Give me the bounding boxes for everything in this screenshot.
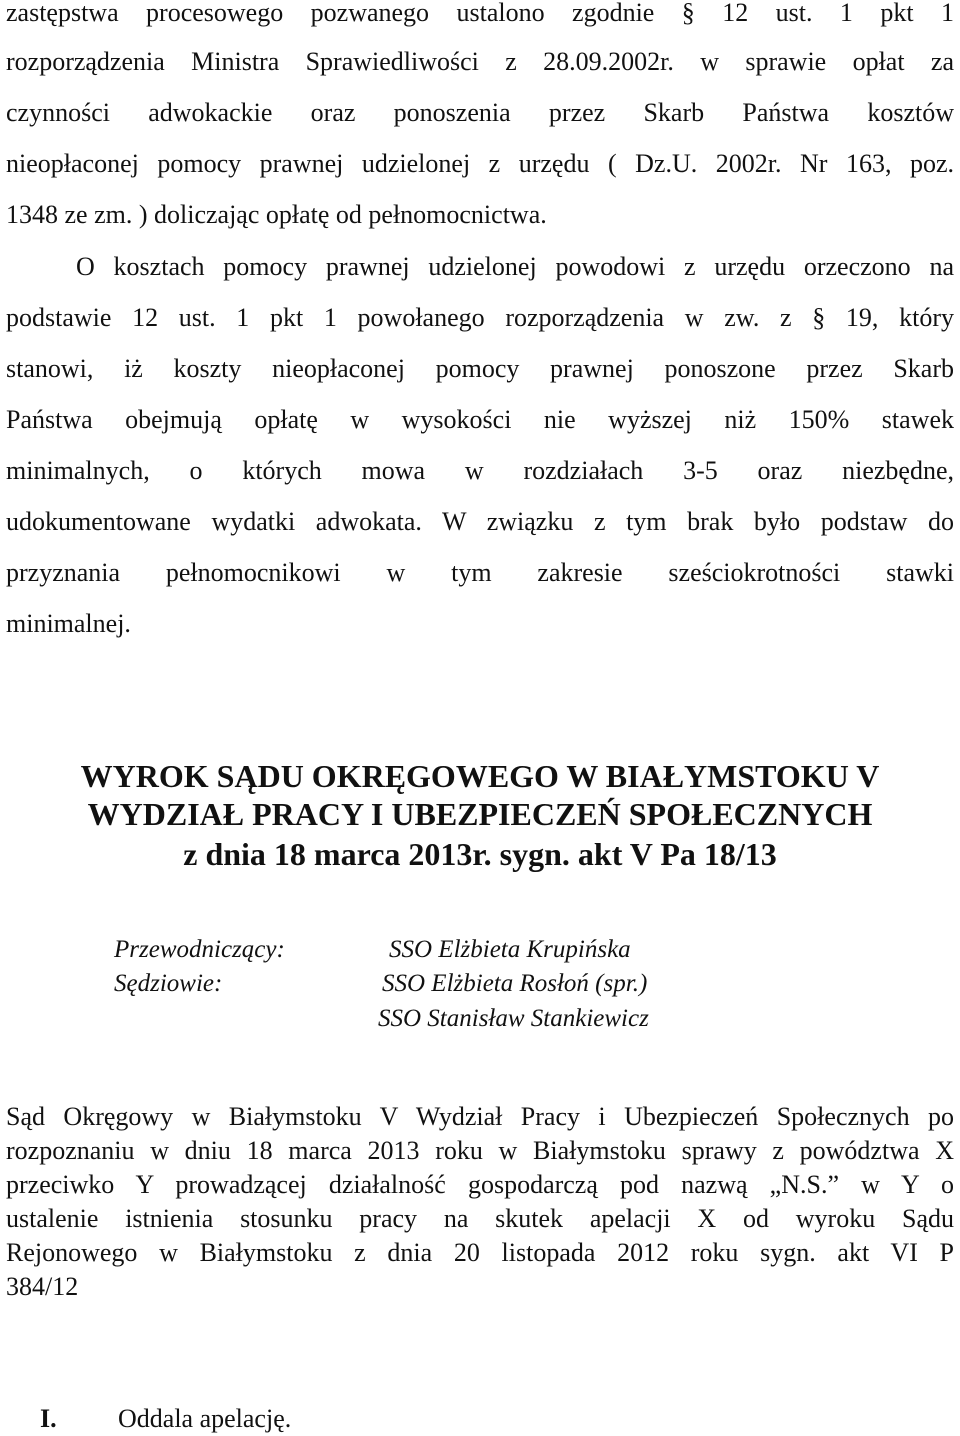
text-line: Rejonowego w Białymstoku z dnia 20 listopada 2012 roku sygn. akt VI P bbox=[6, 1238, 954, 1267]
chair-name: SSO Elżbieta Krupińska bbox=[389, 936, 631, 963]
heading-line: WYROK SĄDU OKRĘGOWEGO W BIAŁYMSTOKU V bbox=[80, 758, 880, 794]
text-line: Państwa obejmują opłatę w wysokości nie wyższej niż 150% stawek bbox=[6, 405, 954, 434]
heading-line: z dnia 18 marca 2013r. sygn. akt V Pa 18/13 bbox=[183, 836, 777, 872]
text-line: 384/12 bbox=[6, 1272, 79, 1301]
text-line: rozporządzenia Ministra Sprawiedliwości z 28.09.2002r. w sprawie opłat za bbox=[6, 47, 954, 76]
text-line: ustalenie istnienia stosunku pracy na skutek apelacji X od wyroku Sądu bbox=[6, 1204, 954, 1233]
text-line: O kosztach pomocy prawnej udzielonej powodowi z urzędu orzeczono na bbox=[76, 252, 954, 281]
judge-name-1: SSO Elżbieta Rosłoń (spr.) bbox=[382, 970, 648, 997]
judges-label: Sędziowie: bbox=[114, 970, 223, 997]
text-line: nieopłaconej pomocy prawnej udzielonej z urzędu ( Dz.U. 2002r. Nr 163, poz. bbox=[6, 149, 954, 178]
text-line: minimalnych, o których mowa w rozdziałach 3-5 oraz niezbędne, bbox=[6, 456, 954, 485]
text-line: czynności adwokackie oraz ponoszenia przez Skarb Państwa kosztów bbox=[6, 98, 954, 127]
chair-label: Przewodniczący: bbox=[114, 936, 285, 963]
text-line: podstawie 12 ust. 1 pkt 1 powołanego rozporządzenia w zw. z § 19, który bbox=[6, 303, 954, 332]
ruling-text: Oddala apelację. bbox=[118, 1404, 292, 1433]
text-line: przyznania pełnomocnikowi w tym zakresie sześciokrotności stawki bbox=[6, 558, 954, 587]
text-line: 1348 ze zm. ) doliczając opłatę od pełnomocnictwa. bbox=[6, 200, 547, 229]
text-line: rozpoznaniu w dniu 18 marca 2013 roku w Białymstoku sprawy z powództwa X bbox=[6, 1136, 954, 1165]
text-line: stanowi, iż koszty nieopłaconej pomocy prawnej ponoszone przez Skarb bbox=[6, 354, 954, 383]
text-line: przeciwko Y prowadzącej działalność gospodarczą pod nazwą „N.S.” w Y o bbox=[6, 1170, 954, 1199]
judge-name-2: SSO Stanisław Stankiewicz bbox=[378, 1005, 649, 1032]
text-line: Sąd Okręgowy w Białymstoku V Wydział Pracy i Ubezpieczeń Społecznych po bbox=[6, 1102, 954, 1131]
heading-line: WYDZIAŁ PRACY I UBEZPIECZEŃ SPOŁECZNYCH bbox=[87, 796, 873, 832]
ruling-number: I. bbox=[40, 1404, 57, 1433]
text-line: udokumentowane wydatki adwokata. W związku z tym brak było podstaw do bbox=[6, 507, 954, 536]
text-line: minimalnej. bbox=[6, 609, 131, 638]
text-line: zastępstwa procesowego pozwanego ustalono zgodnie § 12 ust. 1 pkt 1 bbox=[6, 0, 954, 27]
